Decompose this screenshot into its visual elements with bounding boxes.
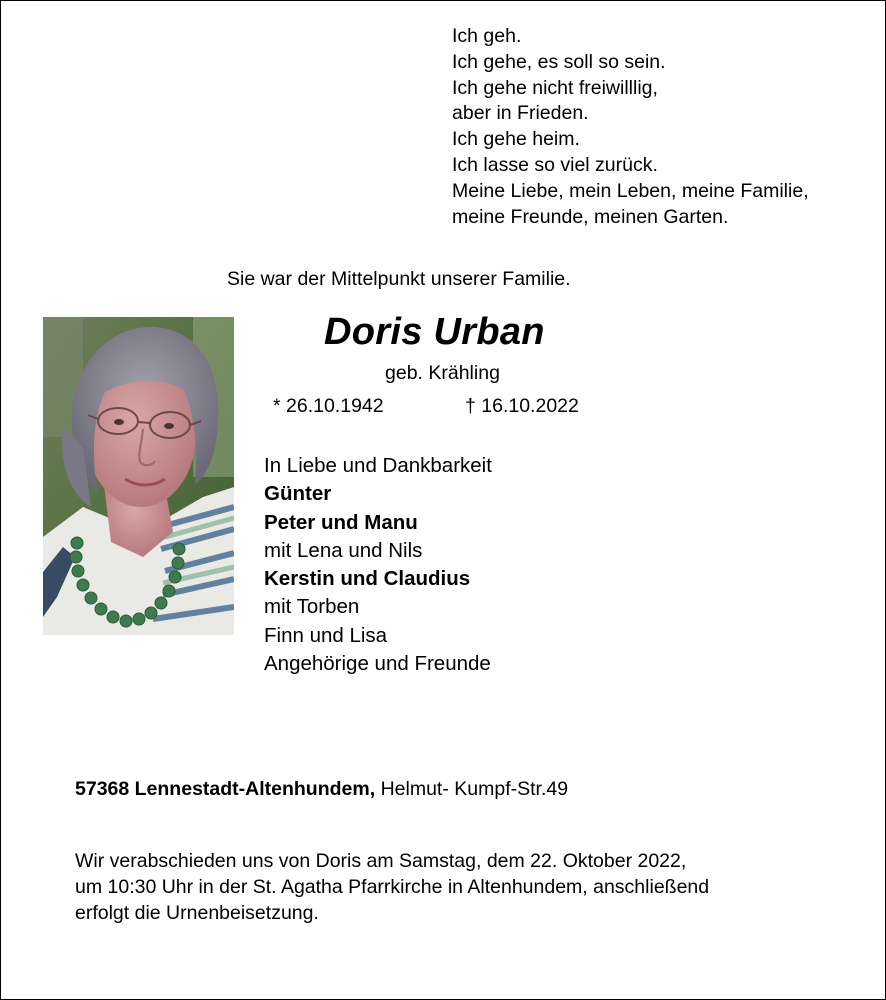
mourner-line: Kerstin und Claudius bbox=[264, 567, 471, 591]
intro-text: Sie war der Mittelpunkt unserer Familie. bbox=[227, 268, 571, 290]
portrait-photo bbox=[43, 317, 234, 635]
deceased-name: Doris Urban bbox=[324, 311, 545, 353]
mourner-line: Finn und Lisa bbox=[264, 623, 388, 647]
mourner-line: In Liebe und Dankbarkeit bbox=[264, 454, 492, 477]
address-city: 57368 Lennestadt-Altenhundem, bbox=[75, 778, 376, 800]
mourner-line: Peter und Manu bbox=[264, 510, 418, 534]
mourners-list bbox=[264, 452, 492, 678]
funeral-line: um 10:30 Uhr in der St. Agatha Pfarrkirche in Altenhundem, anschließend bbox=[75, 876, 710, 898]
poem bbox=[452, 24, 809, 230]
death-date: † 16.10.2022 bbox=[465, 395, 579, 417]
poem-line: Ich lasse so viel zurück. bbox=[452, 153, 658, 176]
mourner-line: Günter bbox=[264, 482, 332, 506]
funeral-line: erfolgt die Urnenbeisetzung. bbox=[75, 902, 319, 924]
maiden-name: geb. Krähling bbox=[385, 362, 500, 384]
birth-date: * 26.10.1942 bbox=[273, 395, 384, 417]
mourner-line: mit Torben bbox=[264, 595, 360, 619]
poem-line: aber in Frieden. bbox=[452, 102, 589, 125]
mourner-line: Angehörige und Freunde bbox=[264, 652, 491, 676]
funeral-info bbox=[75, 848, 709, 926]
poem-line: Ich geh. bbox=[452, 25, 522, 47]
poem-line: Ich gehe nicht freiwilllig, bbox=[452, 76, 658, 99]
poem-line: Ich gehe, es soll so sein. bbox=[452, 50, 666, 73]
address-street: Helmut- Kumpf-Str.49 bbox=[380, 778, 569, 800]
funeral-line: Wir verabschieden uns von Doris am Samstag, dem 22. Oktober 2022, bbox=[75, 850, 687, 872]
poem-line: Meine Liebe, mein Leben, meine Familie, bbox=[452, 179, 809, 202]
poem-line: Ich gehe heim. bbox=[452, 128, 580, 151]
mourner-line: mit Lena und Nils bbox=[264, 538, 423, 562]
poem-line: meine Freunde, meinen Garten. bbox=[452, 205, 729, 228]
address bbox=[75, 778, 568, 801]
